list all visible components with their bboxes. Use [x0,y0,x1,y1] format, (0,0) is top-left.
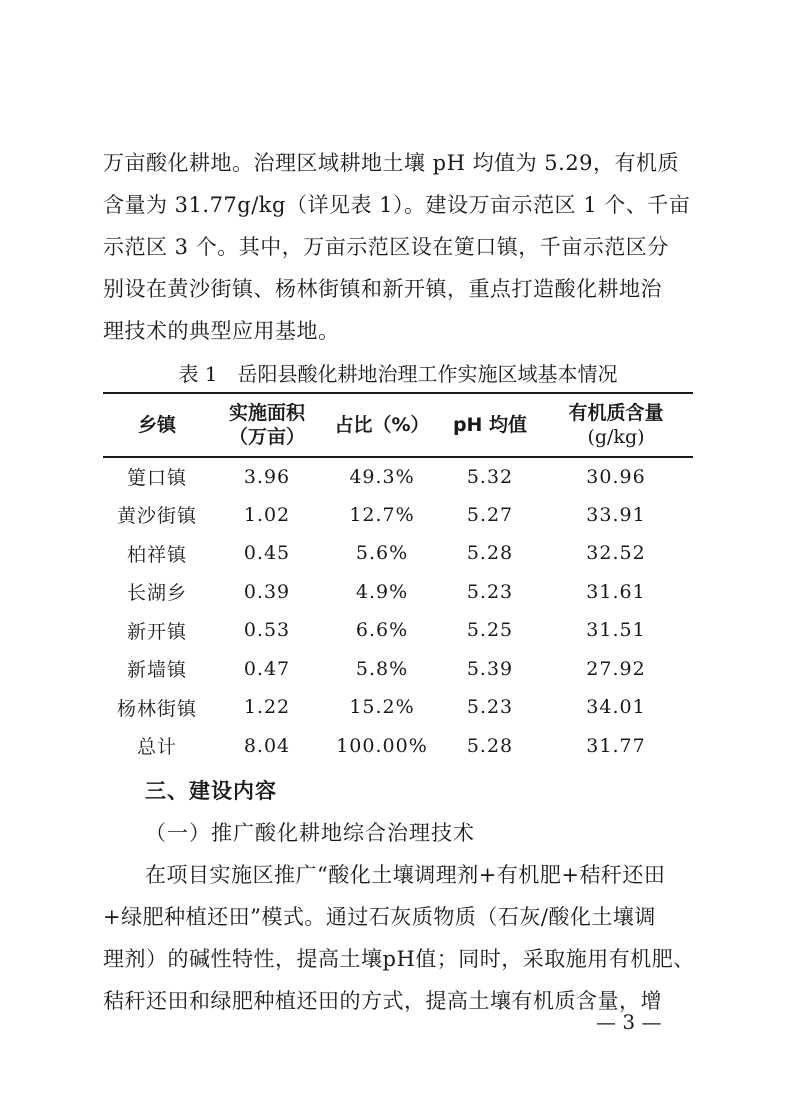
table-row [103,573,693,612]
cell-share: 6.6% [355,619,409,642]
cell-town: 杨林街镇 [116,697,197,720]
paragraph-line: 万亩酸化耕地。治理区域耕地土壤 pH 均值为 5.29，有机质 [103,151,680,175]
header-area [211,393,323,457]
table-row [103,650,693,689]
cell-organic: 32.52 [586,542,646,565]
cell-organic: 31.77 [586,734,646,757]
cell-town: 长湖乡 [126,582,187,605]
paragraph-line: 理剂）的碱性特性，提高土壤pH值；同时，采取施用有机肥、 [103,947,695,971]
cell-area: 0.39 [243,580,291,603]
cell-town: 柏祥镇 [126,543,187,566]
paragraph-body [103,854,693,1022]
data-table [103,392,693,765]
cell-area: 8.04 [243,734,291,757]
page-number: — 3 — [596,1010,662,1034]
cell-organic: 34.01 [586,696,646,719]
header-area-line1: 实施面积 [228,402,305,424]
cell-ph: 5.23 [466,580,514,603]
header-organic-line2: (g/kg) [587,426,645,448]
paragraph-line: 别设在黄沙街镇、杨林街镇和新开镇，重点打造酸化耕地治 [103,277,662,301]
cell-area: 1.02 [243,503,291,526]
cell-area: 0.47 [243,657,291,680]
header-ph: pH 均值 [452,414,528,436]
cell-area: 1.22 [243,696,291,719]
cell-organic: 30.96 [586,465,646,488]
table-row [103,611,693,650]
cell-share: 100.00% [336,734,428,757]
cell-town: 筻口镇 [126,467,187,490]
table-header-row [103,393,693,457]
paragraph-line: +绿肥种植还田”模式。通过石灰质物质（石灰/酸化土壤调 [103,905,656,929]
cell-town: 新墙镇 [126,659,187,682]
table-row [103,534,693,573]
subsection-heading: （一）推广酸化耕地综合治理技术 [145,821,475,845]
cell-share: 12.7% [349,503,415,526]
paragraph-intro [103,142,693,352]
paragraph-line: 秸秆还田和绿肥种植还田的方式，提高土壤有机质含量，增 [103,989,662,1013]
table-row [103,457,693,496]
cell-ph: 5.28 [466,734,514,757]
header-share: 占比（%） [334,414,430,436]
cell-area: 0.45 [243,542,291,565]
cell-share: 5.6% [355,542,409,565]
cell-share: 5.8% [355,657,409,680]
cell-organic: 27.92 [586,657,646,680]
table-row [103,496,693,535]
cell-town: 总计 [136,736,177,759]
cell-organic: 31.51 [586,619,646,642]
header-organic-line1: 有机质含量 [568,402,664,424]
cell-town: 黄沙街镇 [116,505,197,528]
cell-ph: 5.27 [466,503,514,526]
header-organic [539,393,693,457]
table-row [103,688,693,727]
cell-area: 0.53 [243,619,291,642]
table-caption: 表 1 岳阳县酸化耕地治理工作实施区域基本情况 [178,362,618,386]
cell-share: 4.9% [355,580,409,603]
header-area-line2: （万亩） [228,426,305,448]
paragraph-line: 示范区 3 个。其中，万亩示范区设在筻口镇，千亩示范区分 [103,235,669,259]
cell-ph: 5.32 [466,465,514,488]
cell-share: 15.2% [349,696,415,719]
cell-organic: 31.61 [586,580,646,603]
cell-organic: 33.91 [586,503,646,526]
paragraph-line: 理技术的典型应用基地。 [103,319,340,343]
cell-ph: 5.25 [466,619,514,642]
cell-share: 49.3% [349,465,415,488]
table-row-total [103,727,693,766]
paragraph-line: 在项目实施区推广“酸化土壤调理剂+有机肥+秸秆还田 [145,863,666,887]
cell-ph: 5.39 [466,657,514,680]
section-heading: 三、建设内容 [145,779,277,803]
cell-town: 新开镇 [126,620,187,643]
cell-ph: 5.28 [466,542,514,565]
cell-ph: 5.23 [466,696,514,719]
header-town: 乡镇 [137,414,176,436]
cell-area: 3.96 [243,465,291,488]
paragraph-line: 含量为 31.77g/kg（详见表 1）。建设万亩示范区 1 个、千亩 [103,193,691,217]
